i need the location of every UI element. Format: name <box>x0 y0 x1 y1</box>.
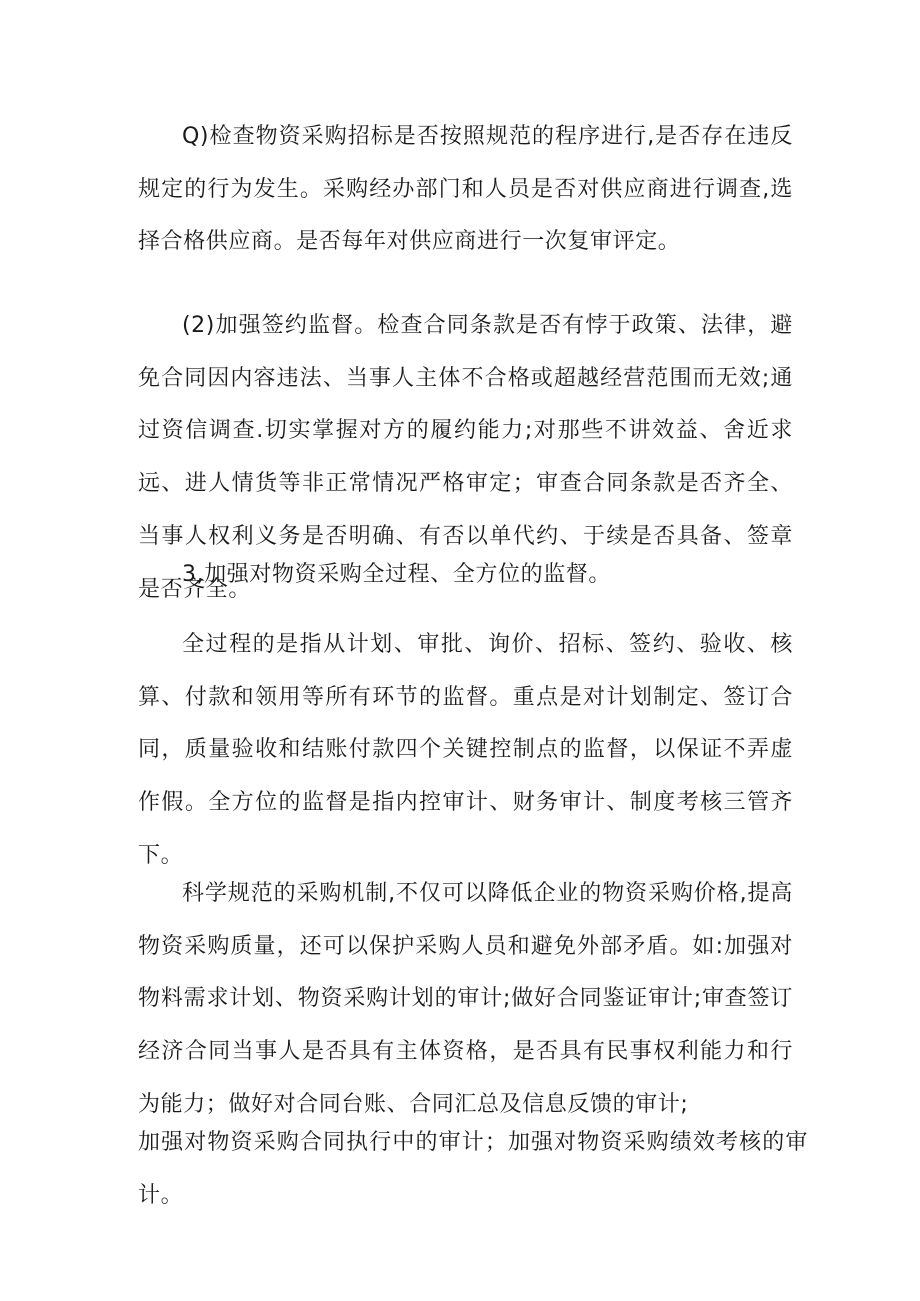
paragraph-full-process-definition: 全过程的是指从计划、审批、询价、招标、签约、验收、核算、付款和领用等所有环节的监督。重点是对计划制定、签订合同，质量验收和结账付款四个关键控制点的监督，以保证不弄虚作假。全方位的监督是指内控审计、财务审计、制度考核三管齐下。 <box>138 632 793 868</box>
paragraph-contract-supervision: (2)加强签约监督。检查合同条款是否有悖于政策、法律，避免合同因内容违法、当事人主体不合格或超越经营范围而无效;通过资信调查.切实掌握对方的履约能力;对那些不讲效益、舍近求远、进人情货等非正常情况严格审定；审查合同条款是否齐全、当事人权利义务是否明确、有否以单代约、于续是否具备、签章是否齐全。 <box>138 313 793 602</box>
paragraph-procurement-tender-check: Q)检查物资采购招标是否按照规范的程序进行,是否存在违反规定的行为发生。采购经办部门和人员是否对供应商进行调查,选择合格供应商。是否每年对供应商进行一次复审评定。 <box>138 124 793 255</box>
paragraph-contract-execution-audit: 加强对物资采购合同执行中的审计；加强对物资采购绩效考核的审计。 <box>138 1130 808 1208</box>
paragraph-heading-full-process-supervision: 3,加强对物资采购全过程、全方位的监督。 <box>182 562 611 587</box>
paragraph-scientific-procurement-mechanism: 科学规范的采购机制,不仅可以降低企业的物资采购价格,提高物资采购质量，还可以保护采购人员和避免外部矛盾。如:加强对物料需求计划、物资采购计划的审计;做好合同鉴证审计;审查签订经济合同当事人是否具有主体资格，是否具有民事权利能力和行为能力；做好对合同台账、合同汇总及信息反馈的审计; <box>138 881 793 1117</box>
